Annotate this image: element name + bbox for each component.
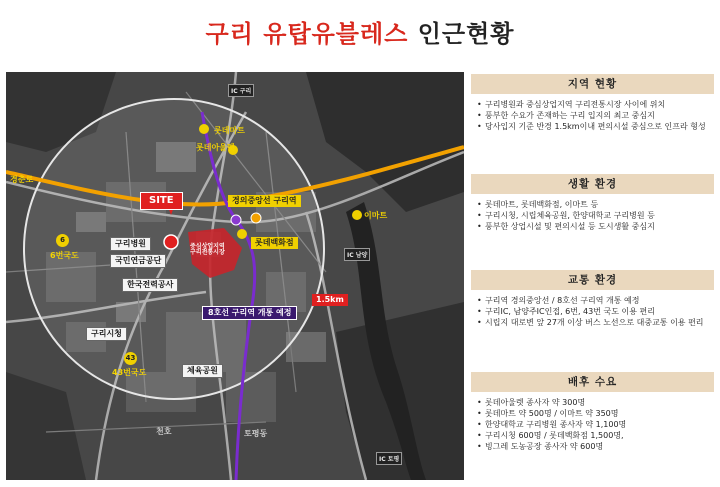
panel-living-item: • 롯데마트, 롯데백화점, 이마트 등 xyxy=(477,199,708,210)
site-marker: SITE xyxy=(140,192,183,210)
route43-marker: 43 xyxy=(124,352,137,365)
ic-namyang: IC 남양 xyxy=(344,248,370,261)
panel-transport-item: • 시립지 대로변 앞 27개 이상 버스 노선으로 대중교통 이용 편리 xyxy=(477,317,708,328)
title-main: 구리 유탑유블레스 xyxy=(205,20,409,48)
kepco-label: 한국전력공사 xyxy=(122,278,178,292)
panel-demand-heading: 배후 수요 xyxy=(471,372,714,392)
commercial-label: 중심상업지역 구리전통시장 xyxy=(190,243,225,256)
panel-region-heading: 지역 현황 xyxy=(471,74,714,94)
panel-living-item: • 구리시청, 시립체육공원, 한양대학교 구리병원 등 xyxy=(477,210,708,221)
radius-label: 1.5km xyxy=(312,294,348,306)
panel-region-item: • 풍부한 수요가 존재하는 구리 입지의 최고 중심지 xyxy=(477,110,708,121)
ic-toegyewon: IC 토평 xyxy=(376,452,402,465)
cheonho-label: 천호 xyxy=(156,427,172,436)
area-map xyxy=(6,72,464,480)
panel-transport xyxy=(471,270,714,352)
route6-marker: 6 xyxy=(56,234,69,247)
panel-region-item: • 당사입지 기준 반경 1.5km이내 편의시설 중심으로 인프라 형성 xyxy=(477,121,708,132)
panel-demand xyxy=(471,372,714,462)
panel-living xyxy=(471,174,714,244)
lotte-dept-label: 롯데백화점 xyxy=(251,237,298,249)
panel-living-item: • 풍부한 상업시설 및 편의시설 등 도시생활 중심지 xyxy=(477,221,708,232)
title-suffix: 인근현황 xyxy=(417,20,515,48)
page-title xyxy=(0,14,720,49)
route6-label: 6번국도 xyxy=(50,251,79,260)
expressway-label: 경춘로 xyxy=(10,175,34,184)
panel-living-heading: 생활 환경 xyxy=(471,174,714,194)
guri-hospital-label: 구리병원 xyxy=(110,237,151,251)
panel-region-item: • 구리병원과 중심상업지역 구리전통시장 사이에 위치 xyxy=(477,99,708,110)
panel-demand-item: • 구리시청 600명 / 롯데백화점 1,500명, xyxy=(477,430,708,441)
route43-label: 43번국도 xyxy=(112,368,147,377)
panel-demand-item: • 롯데아울렛 종사자 약 300명 xyxy=(477,397,708,408)
pension-label: 국민연금공단 xyxy=(110,254,166,268)
panel-transport-item: • 구리IC, 남양주IC인접, 6번, 43번 국도 이용 편리 xyxy=(477,306,708,317)
gym-label: 체육공원 xyxy=(182,364,223,378)
panel-transport-heading: 교통 환경 xyxy=(471,270,714,290)
guri-station-label: 경의중앙선 구리역 xyxy=(228,195,301,207)
panel-demand-item: • 롯데마트 약 500명 / 이마트 약 350명 xyxy=(477,408,708,419)
panel-demand-item: • 한양대학교 구리병원 종사자 약 1,100명 xyxy=(477,419,708,430)
panel-demand-item: • 빙그레 도농공장 종사자 약 600명 xyxy=(477,441,708,452)
emart-label: 이마트 xyxy=(364,211,388,220)
line8-label: 8호선 구리역 개통 예정 xyxy=(202,306,297,320)
panel-region xyxy=(471,74,714,166)
lotte-outlet-label: 롯데아울렛 xyxy=(196,143,235,152)
panel-transport-item: • 구리역 경의중앙선 / 8호선 구리역 개통 예정 xyxy=(477,295,708,306)
ic-guri: IC 구리 xyxy=(228,84,254,97)
topyeong-label: 토평동 xyxy=(244,429,268,438)
city-hall-label: 구리시청 xyxy=(86,327,127,341)
lottemart-label: 롯데마트 xyxy=(214,126,245,135)
